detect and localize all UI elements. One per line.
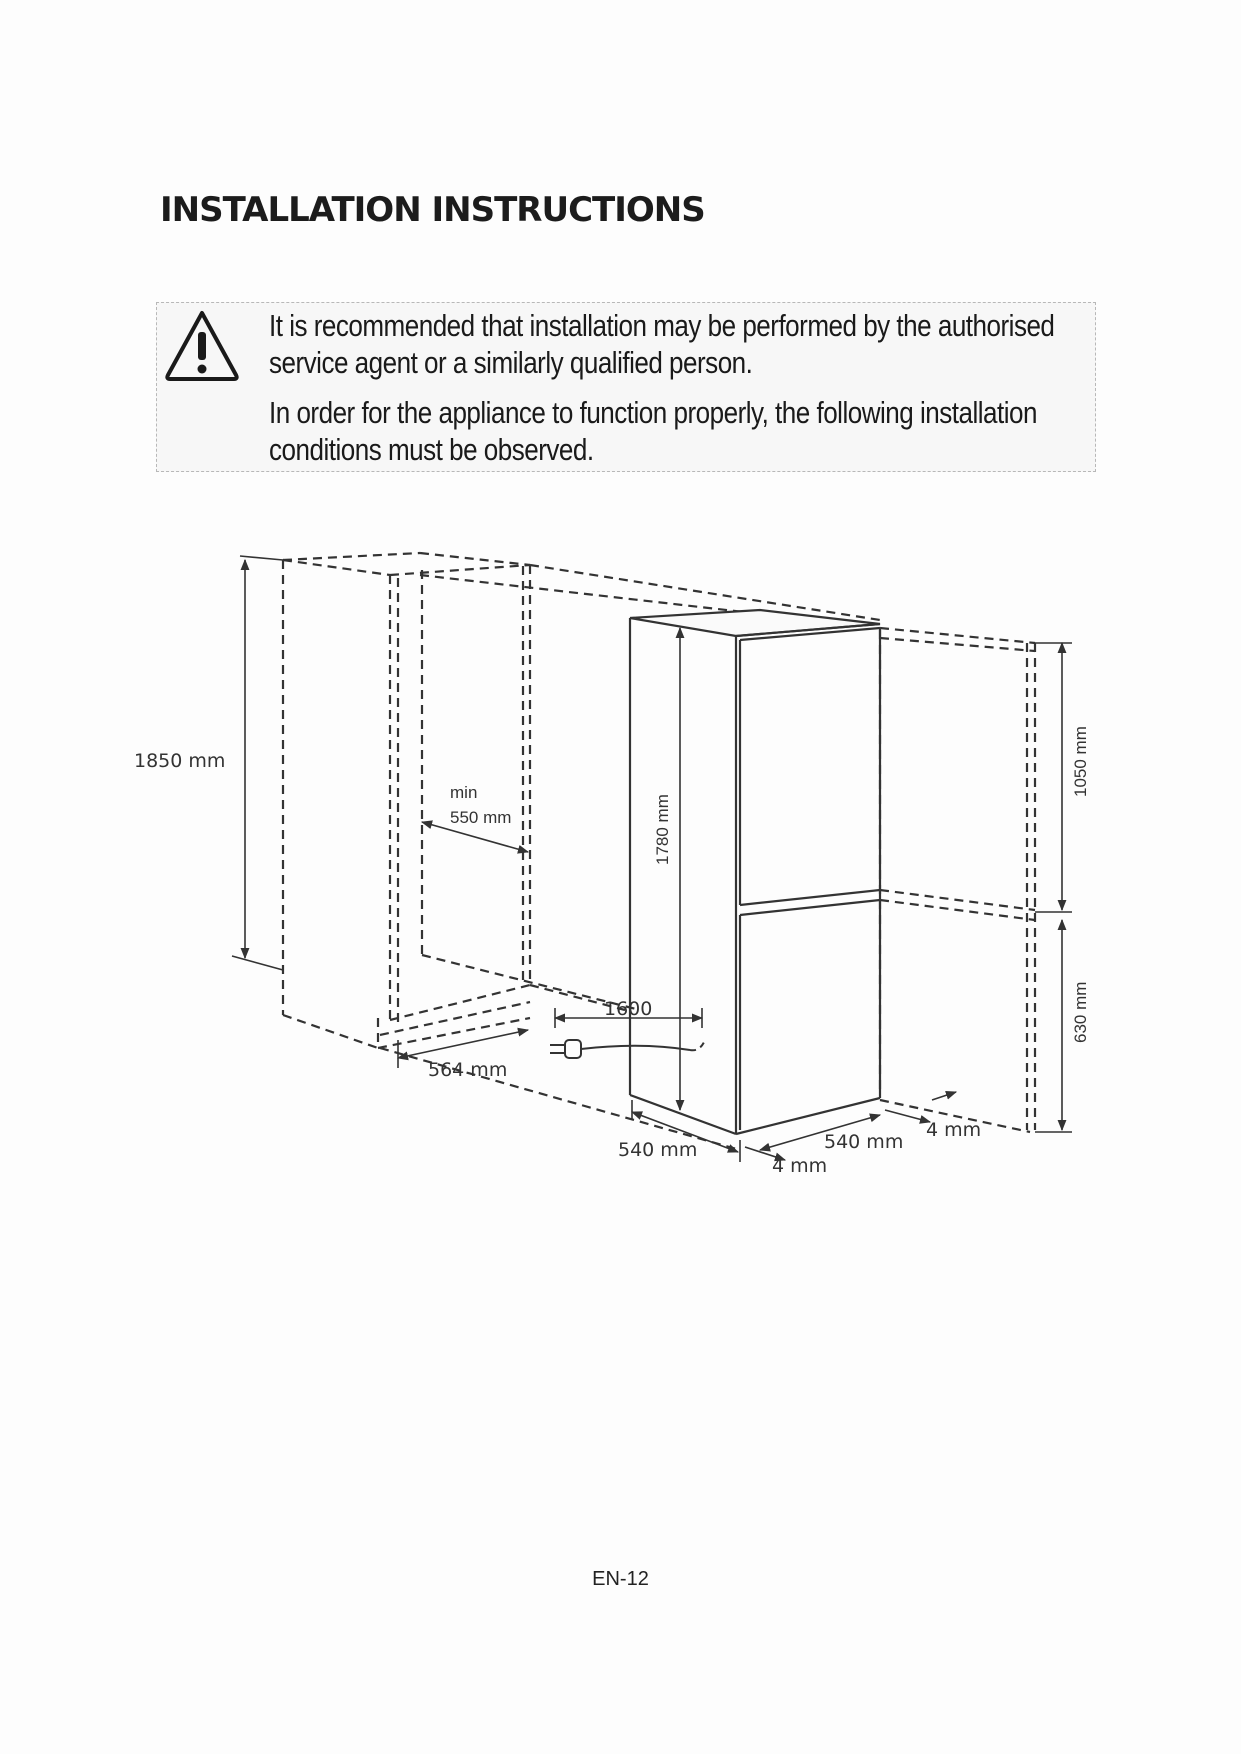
niche-height-label: 1850 mm: [134, 750, 226, 772]
page-number: EN-12: [592, 1568, 649, 1590]
notice-paragraph-1: It is recommended that installation may be performed by the authorised service agent or a similarly qualified person.: [269, 308, 1055, 380]
lower-height-label: 630 mm: [1071, 981, 1090, 1043]
front-gap-label: 4 mm: [772, 1155, 828, 1177]
notice-paragraph-2: In order for the appliance to function properly, the following installation conditions must be observed.: [269, 395, 1037, 467]
niche-min-label: min: [450, 783, 478, 802]
cable-length-label: 1600: [604, 998, 653, 1020]
upper-height-label: 1050 mm: [1071, 726, 1090, 797]
appliance-width-label: 540 mm: [824, 1131, 904, 1153]
side-gap-label: 4 mm: [926, 1119, 982, 1141]
page-title: INSTALLATION INSTRUCTIONS: [160, 190, 705, 230]
power-plug-icon: [550, 1040, 705, 1058]
appliance-height-label: 1780 mm: [653, 794, 672, 865]
dimension-lines: [232, 556, 1072, 1162]
appliance-depth-label: 540 mm: [618, 1139, 698, 1161]
niche-width-label: 564 mm: [428, 1059, 508, 1081]
refrigerator: [630, 610, 880, 1134]
niche-min-depth-label: 550 mm: [450, 808, 512, 827]
